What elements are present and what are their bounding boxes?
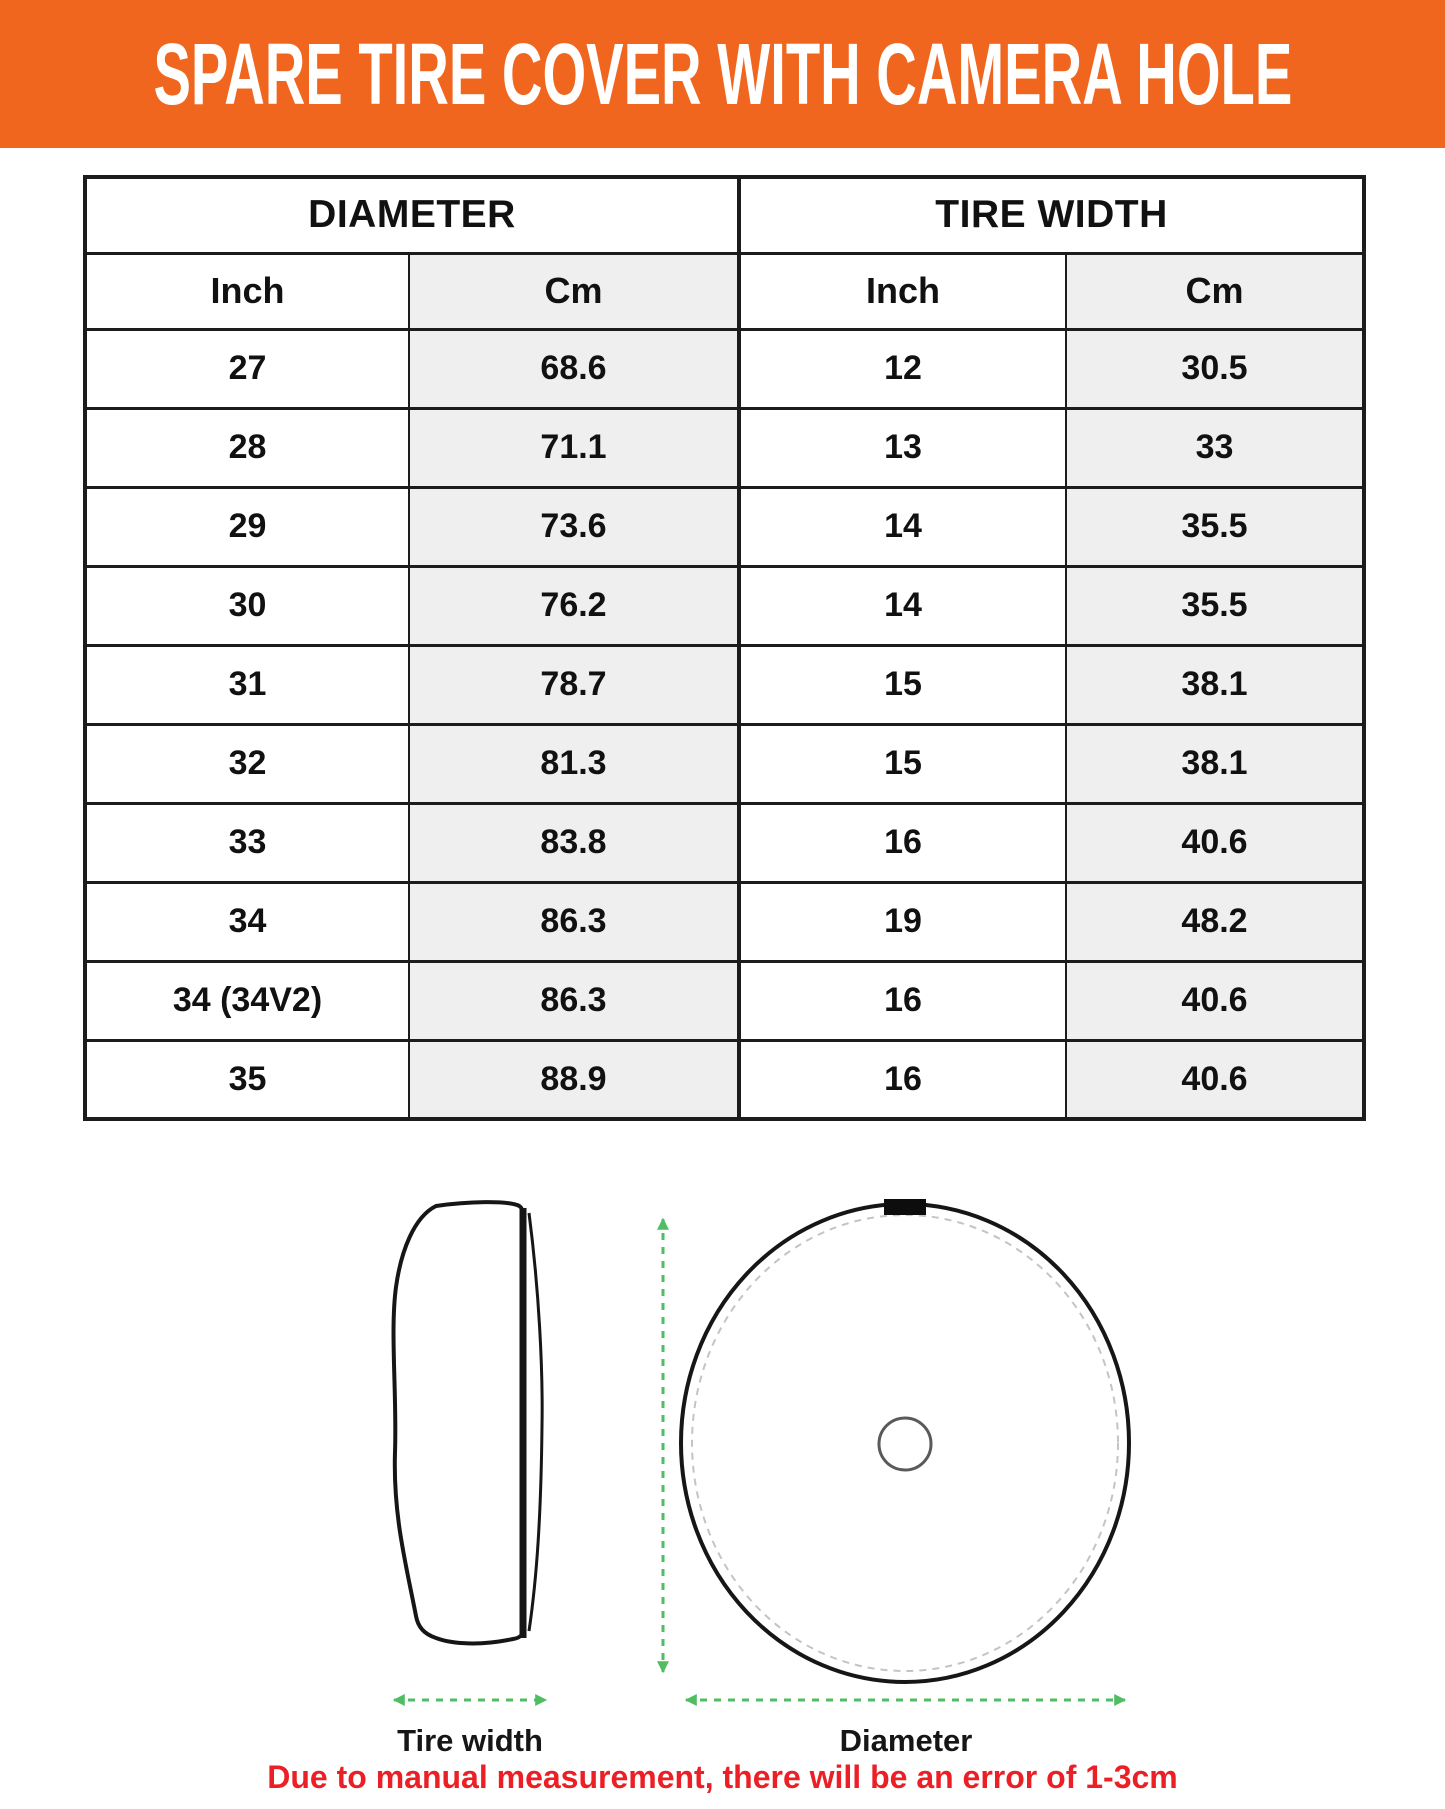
table-row — [85, 961, 1364, 1040]
cell-diameter-inch: 27 — [85, 329, 409, 408]
cell-diameter-cm: 81.3 — [409, 724, 739, 803]
tire-side-outer-curve — [529, 1213, 542, 1631]
cell-diameter-inch: 35 — [85, 1040, 409, 1119]
cell-width-inch: 14 — [739, 566, 1066, 645]
title-banner — [0, 0, 1445, 148]
cell-width-inch: 16 — [739, 803, 1066, 882]
measurement-disclaimer: Due to manual measurement, there will be an error of 1-3cm — [267, 1759, 1178, 1795]
group-header-diameter: DIAMETER — [85, 177, 739, 253]
subheader-diameter-cm: Cm — [409, 253, 739, 329]
cell-diameter-inch: 30 — [85, 566, 409, 645]
cell-diameter-cm: 76.2 — [409, 566, 739, 645]
cell-width-cm: 33 — [1066, 408, 1364, 487]
table-row — [85, 645, 1364, 724]
sub-header-row — [85, 253, 1364, 329]
table-row — [85, 724, 1364, 803]
cell-diameter-inch: 31 — [85, 645, 409, 724]
valve-notch — [884, 1199, 926, 1215]
cell-width-inch: 16 — [739, 961, 1066, 1040]
cell-diameter-inch: 34 — [85, 882, 409, 961]
group-header-tire-width: TIRE WIDTH — [739, 177, 1364, 253]
camera-hole — [879, 1418, 931, 1470]
size-diagram — [0, 1146, 1445, 1809]
cell-diameter-cm: 73.6 — [409, 487, 739, 566]
size-table-container — [83, 175, 1366, 1121]
cell-width-inch: 14 — [739, 487, 1066, 566]
cell-width-inch: 15 — [739, 724, 1066, 803]
size-table — [83, 175, 1366, 1121]
cell-diameter-inch: 32 — [85, 724, 409, 803]
cell-diameter-cm: 83.8 — [409, 803, 739, 882]
cell-width-cm: 35.5 — [1066, 487, 1364, 566]
cell-width-cm: 35.5 — [1066, 566, 1364, 645]
cell-width-inch: 15 — [739, 645, 1066, 724]
cell-width-inch: 16 — [739, 1040, 1066, 1119]
tire-width-label: Tire width — [397, 1723, 543, 1758]
group-header-row — [85, 177, 1364, 253]
subheader-width-inch: Inch — [739, 253, 1066, 329]
table-row — [85, 803, 1364, 882]
tire-side-view — [394, 1202, 523, 1643]
cell-width-cm: 30.5 — [1066, 329, 1364, 408]
cell-width-cm: 40.6 — [1066, 1040, 1364, 1119]
cell-width-inch: 13 — [739, 408, 1066, 487]
cell-diameter-inch: 33 — [85, 803, 409, 882]
diameter-label: Diameter — [839, 1723, 973, 1758]
cell-width-cm: 38.1 — [1066, 724, 1364, 803]
subheader-width-cm: Cm — [1066, 253, 1364, 329]
cell-width-inch: 19 — [739, 882, 1066, 961]
cell-width-cm: 40.6 — [1066, 803, 1364, 882]
table-row — [85, 408, 1364, 487]
page-title: SPARE TIRE COVER WITH CAMERA HOLE — [153, 24, 1292, 124]
cell-diameter-inch: 29 — [85, 487, 409, 566]
table-row — [85, 882, 1364, 961]
cell-width-cm: 40.6 — [1066, 961, 1364, 1040]
cell-diameter-inch: 34 (34V2) — [85, 961, 409, 1040]
cell-diameter-cm: 86.3 — [409, 882, 739, 961]
cell-width-cm: 38.1 — [1066, 645, 1364, 724]
table-row — [85, 487, 1364, 566]
cell-diameter-cm: 71.1 — [409, 408, 739, 487]
table-row — [85, 1040, 1364, 1119]
subheader-diameter-inch: Inch — [85, 253, 409, 329]
cell-diameter-cm: 68.6 — [409, 329, 739, 408]
cell-diameter-cm: 88.9 — [409, 1040, 739, 1119]
cell-diameter-cm: 78.7 — [409, 645, 739, 724]
table-row — [85, 329, 1364, 408]
cell-diameter-cm: 86.3 — [409, 961, 739, 1040]
cell-width-cm: 48.2 — [1066, 882, 1364, 961]
cell-width-inch: 12 — [739, 329, 1066, 408]
cell-diameter-inch: 28 — [85, 408, 409, 487]
table-row — [85, 566, 1364, 645]
